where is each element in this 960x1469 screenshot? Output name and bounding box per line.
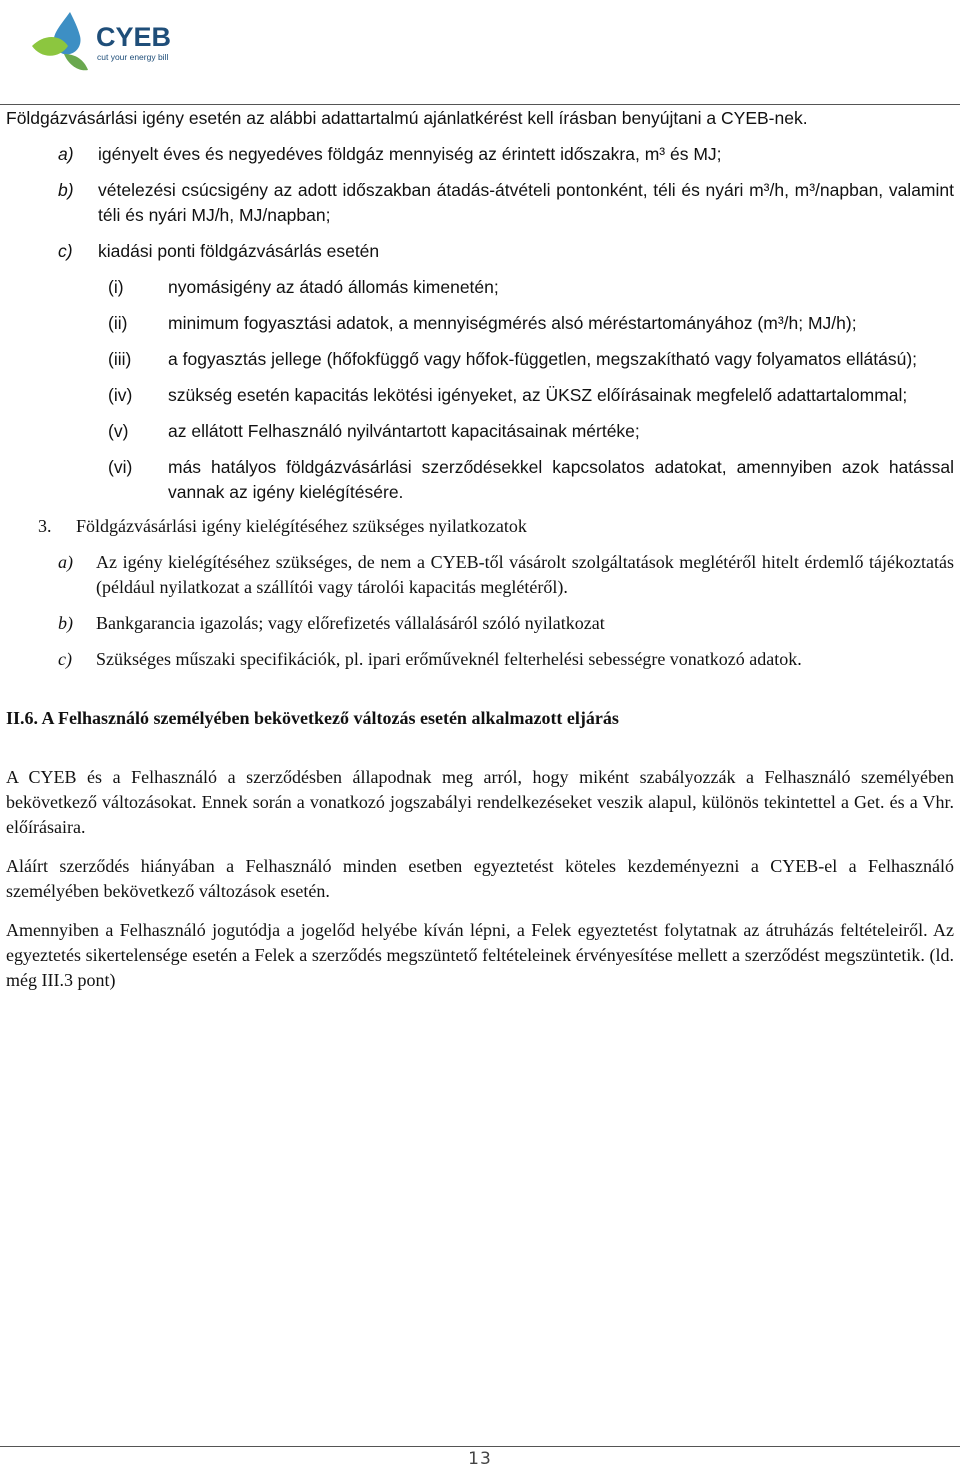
sublist-marker: (vi) [108,457,133,477]
section-number: 3. [38,516,52,536]
list-marker: c) [58,241,73,261]
list-text: vételezési csúcsigény az adott időszakban átadás-átvételi pontonként, téli és nyári m³/h, m³/napban, valamint téli és nyári MJ/h, MJ/napban; [98,180,954,225]
footer-divider [0,1446,960,1447]
list-marker: c) [58,649,72,669]
logo-title: CYEB [96,22,172,52]
sublist-text: a fogyasztás jellege (hőfokfüggő vagy hőfok-független, megszakítható vagy folyamatos ellátású); [168,349,918,369]
sublist-text: szükség esetén kapacitás lekötési igényeket, az ÜKSZ előírásainak megfelelő adattartalommal; [168,385,908,405]
list-item [6,239,954,264]
list-marker: a) [58,552,73,572]
paragraph: Amennyiben a Felhasználó jogutódja a jogelőd helyébe kíván lépni, a Felek egyeztetést folytatnak az átruházás feltételeiről. Az egyeztetés sikertelensége esetén a Felek a szerződés megszüntető feltételeinek érvényesítése mellett a szerződést megszüntetik. (ld. még III.3 pont) [6,920,954,990]
paragraph: A CYEB és a Felhasználó a szerződésben állapodnak meg arról, hogy miként szabályozzák a Felhasználó személyében bekövetkező változásokat. Ennek során a vonatkozó jogszabályi rendelkezéseket veszik alapul, különös tekintettel a Get. és a Vhr. előírásaira. [6,767,954,837]
sublist-text: más hatályos földgázvásárlási szerződésekkel kapcsolatos adatokat, amennyiben azok hatással vannak az igény kielégítésére. [168,457,954,502]
list-text: Bankgarancia igazolás; vagy előrefizetés vállalásáról szóló nyilatkozat [96,613,605,633]
logo-tagline: cut your energy bill [97,52,169,62]
list-text: Szükséges műszaki specifikációk, pl. ipari erőműveknél felterhelési sebességre vonatkozó adatok. [96,649,802,669]
list-marker: a) [58,144,74,164]
paragraph: Aláírt szerződés hiányában a Felhasználó minden esetben egyeztetést köteles kezdeményezni a CYEB-el a Felhasználó személyében bekövetkező változások esetén. [6,856,954,901]
lead-paragraph: Földgázvásárlási igény esetén az alábbi adattartalmú ajánlatkérést kell írásban benyújtani a CYEB-nek. [6,108,808,128]
document-body [6,106,954,993]
sublist-item [6,419,954,444]
header-divider [0,104,960,105]
sublist-item [6,275,954,300]
sublist-marker: (iii) [108,349,132,369]
sublist-text: nyomásigény az átadó állomás kimenetén; [168,277,499,297]
list-text: igényelt éves és negyedéves földgáz mennyiség az érintett időszakra, m³ és MJ; [98,144,722,164]
section-3-title [6,514,954,539]
sublist-item [6,347,954,372]
sublist-marker: (iv) [108,385,133,405]
section-title: Földgázvásárlási igény kielégítéséhez szükséges nyilatkozatok [76,516,527,536]
sublist-item [6,383,954,408]
sublist-marker: (v) [108,421,129,441]
page-number: 13 [468,1449,492,1469]
list-item [6,178,954,228]
sublist-marker: (ii) [108,313,128,333]
list-item [6,611,954,636]
list-text: kiadási ponti földgázvásárlás esetén [98,241,380,261]
sublist-item [6,455,954,505]
list-item [6,550,954,600]
list-marker: b) [58,613,73,633]
list-item [6,142,954,167]
sublist-text: az ellátott Felhasználó nyilvántartott kapacitásainak mértéke; [168,421,640,441]
list-marker: b) [58,180,74,200]
cyeb-logo [30,8,200,78]
sublist-marker: (i) [108,277,124,297]
cyeb-logo-drop-icon [30,8,200,78]
sublist-text: minimum fogyasztási adatok, a mennyiségmérés alsó méréstartományához (m³/h; MJ/h); [168,313,857,333]
sublist-item [6,311,954,336]
section-heading: II.6. A Felhasználó személyében bekövetkező változás esetén alkalmazott eljárás [6,708,619,728]
list-text: Az igény kielégítéséhez szükséges, de nem a CYEB-től vásárolt szolgáltatások meglétéről hitelt érdemlő tájékoztatás (például nyilatkozat a szállítói vagy tárolói kapacitás meglétéről). [96,552,954,597]
list-item [6,647,954,672]
